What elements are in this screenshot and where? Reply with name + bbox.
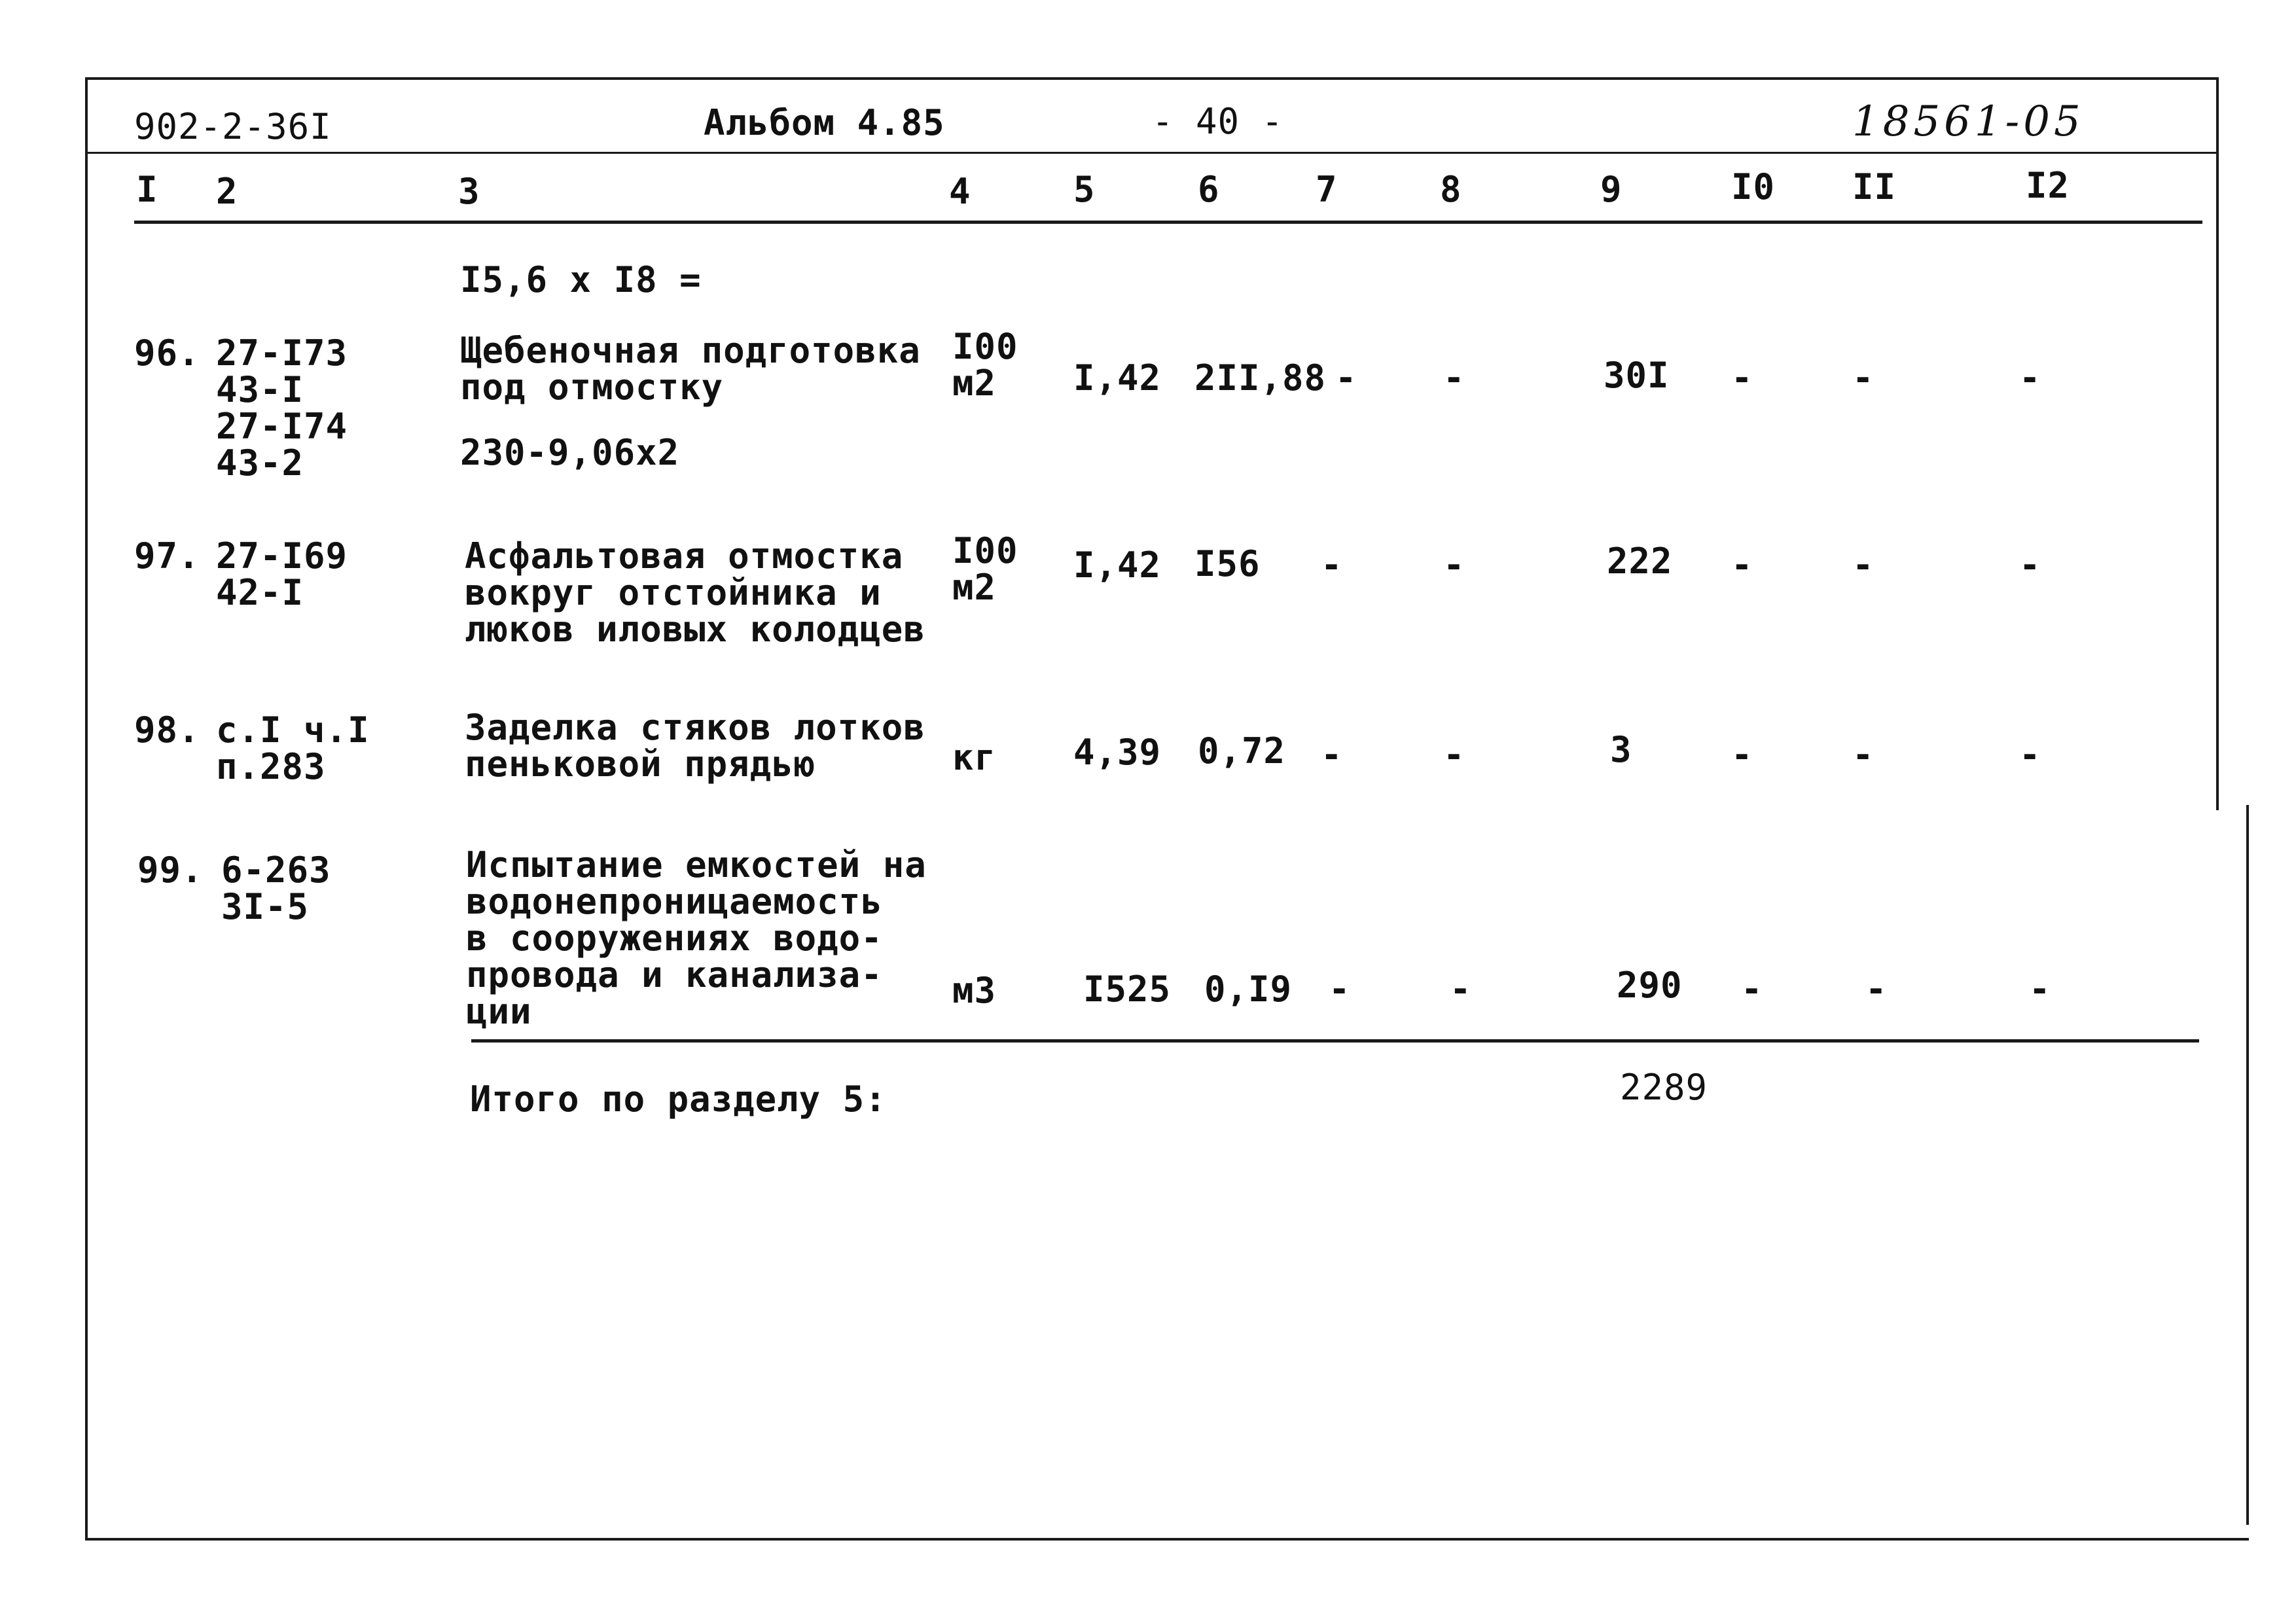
col-header-6: 6 [1198,169,1220,210]
header-divider [88,152,2219,154]
row-98-reference: с.I ч.I п.283 [216,709,370,787]
column-header-divider [134,221,2202,224]
row-97-name: Асфальтовая отмостка вокруг отстойника и люков иловых колодцев [465,535,925,650]
col-header-4: 4 [949,171,971,212]
row-96-col11: - [1852,357,1874,399]
row-98-col6: 0,72 [1198,730,1286,772]
row-99-number: 99. [137,849,204,891]
total-divider [471,1039,2199,1043]
row-99-col8: - [1450,969,1472,1010]
row-97-col6: I56 [1194,543,1261,584]
col-header-11: II [1852,166,1897,207]
row-99-reference: 6-263 3I-5 [221,849,331,927]
row-98-name: Заделка стяков лотков пеньковой прядью [465,707,925,785]
preamble-formula: I5,6 x I8 = [460,259,702,300]
col-header-9: 9 [1600,169,1623,210]
row-97-col7: - [1321,544,1343,586]
row-98-col9: 3 [1610,729,1632,770]
row-97-col12: - [2019,544,2041,586]
col-header-3: 3 [458,171,480,212]
frame-right-border [2216,77,2219,810]
frame-top-border [85,77,2219,80]
row-98-col11: - [1852,734,1874,776]
col-header-12: I2 [2026,165,2070,206]
row-96-reference: 27-I73 43-I 27-I74 43-2 [216,332,348,484]
row-97-col9: 222 [1607,541,1673,582]
row-96-col5: I,42 [1073,357,1162,399]
row-96-col9: 30I [1604,355,1670,396]
frame-bottom-border [85,1538,2249,1541]
col-header-8: 8 [1440,169,1462,210]
row-99-name: Испытание емкостей на водонепроницаемость в сооружениях водо- провода и канализа- ции [466,844,927,1032]
row-98-col5: 4,39 [1073,732,1162,773]
col-header-10: I0 [1731,166,1776,207]
col-header-1: I [136,169,158,210]
row-97-reference: 27-I69 42-I [216,535,348,613]
col-header-2: 2 [216,171,238,212]
row-98-col10: - [1731,734,1753,776]
row-96-col12: - [2019,357,2041,399]
row-96-number: 96. [134,332,200,374]
row-96-col7: - [1335,357,1357,399]
row-99-col7: - [1329,969,1351,1010]
frame-right-border-lower [2246,805,2249,1525]
row-98-number: 98. [134,709,200,751]
row-97-col10: - [1731,544,1753,586]
row-96-col10: - [1731,357,1753,399]
row-99-col10: - [1741,969,1763,1010]
row-98-col12: - [2019,734,2041,776]
doc-code: 902-2-36I [134,106,332,147]
page-number: - 40 - [1152,101,1284,142]
total-label: Итого по разделу 5: [470,1079,887,1120]
row-99-unit: м3 [952,970,997,1011]
row-99-col5: I525 [1083,969,1172,1010]
row-97-col11: - [1852,544,1874,586]
row-96-col8: - [1443,357,1465,399]
row-96-note: 230-9,06x2 [460,432,680,473]
handwritten-stamp: 18561-05 [1852,98,2085,146]
row-99-col9: 290 [1617,965,1683,1006]
row-97-unit: I00 м2 [952,530,1018,608]
row-96-name: Щебеночная подготовка под отмостку [460,330,921,408]
row-96-col6: 2II,88 [1194,357,1327,399]
row-97-number: 97. [134,535,200,577]
col-header-7: 7 [1316,169,1338,210]
row-96-unit: I00 м2 [952,326,1018,404]
frame-left-border [85,77,88,1540]
row-99-col12: - [2029,969,2051,1010]
row-99-col11: - [1865,969,1888,1010]
col-header-5: 5 [1073,169,1096,210]
row-97-col8: - [1443,544,1465,586]
row-98-col8: - [1443,734,1465,776]
total-value: 2289 [1620,1067,1708,1108]
row-97-col5: I,42 [1073,544,1162,586]
row-98-col7: - [1321,734,1343,776]
album-label: Альбом 4.85 [704,102,945,143]
row-98-unit: кг [952,737,997,778]
row-99-col6: 0,I9 [1204,969,1293,1010]
